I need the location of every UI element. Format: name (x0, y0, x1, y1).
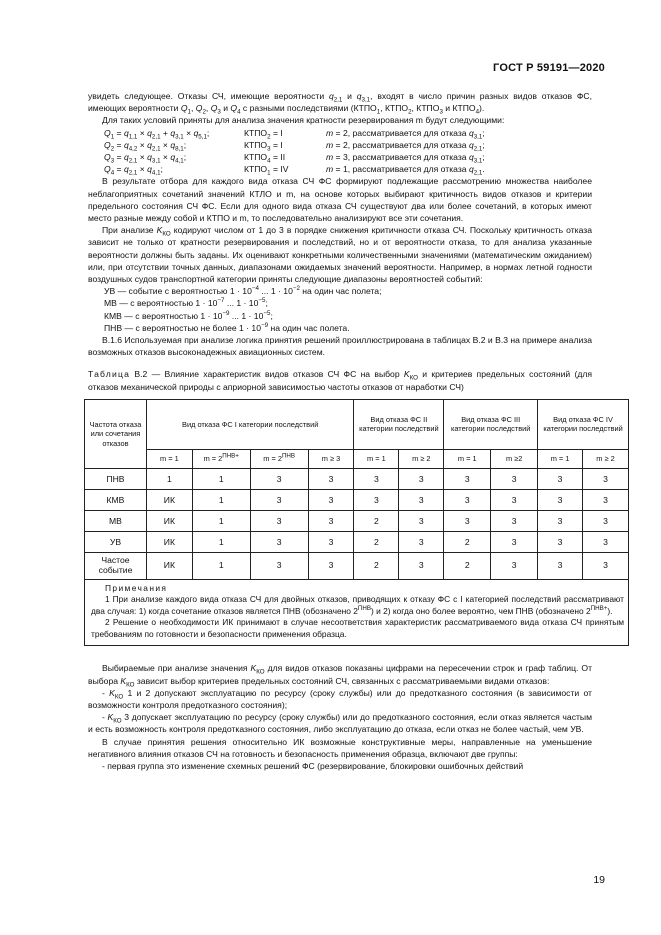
subheader-cell: m ≥ 2 (399, 449, 444, 468)
table-cell: 3 (399, 552, 444, 579)
table-cell: 3 (538, 489, 583, 510)
table-cell: 1 (192, 468, 250, 489)
probability-ranges (88, 285, 592, 334)
table-cell: 3 (250, 510, 308, 531)
table-cell: 3 (491, 552, 538, 579)
table-cell: 3 (538, 510, 583, 531)
notes-title: Примечания (105, 582, 168, 593)
selection-paragraph: В результате отбора для каждого вида отказа СЧ ФС формируют подлежащие рассмотрению множества наиболее неблагоприятных сочетаний значений КТЛО и m, на основе которых выбирают критичность видов отказов и критерии предельного состояния СЧ ФС. Если для одного вида отказа СЧ существуют два или более сочетаний, в которых имеют место разные между собой и КТПО и m, то последовательно анализируют все эти сочетания. (88, 176, 592, 224)
table-cell: 3 (491, 489, 538, 510)
table-cell: 3 (399, 531, 444, 552)
condition-row: $Q_1 = q_{1,1} \times q_{2,1} + q_{3,1} \times q_{5,1}$; $КТПО_2 = I$ m = 2, рассматривается для отказа $q_{3,1}$; (104, 127, 485, 141)
table-cell: 3 (444, 489, 491, 510)
table-cell: ИК (146, 552, 192, 579)
table-cell: 3 (583, 468, 629, 489)
conditions-intro: Для таких условий приняты для анализа значения кратности резервирования m будут следующими: (102, 115, 505, 126)
table-cell: ИК (146, 531, 192, 552)
table-cell: 3 (583, 531, 629, 552)
table-cell: 3 (491, 468, 538, 489)
table-cell: 3 (538, 531, 583, 552)
table-cell: 2 (444, 552, 491, 579)
table-cell: ИК (146, 510, 192, 531)
table-cell: 1 (192, 552, 250, 579)
table-cell: 3 (583, 552, 629, 579)
subheader-cell: m = 1 (538, 449, 583, 468)
table-cell: 3 (250, 489, 308, 510)
table-cell: 3 (354, 468, 399, 489)
table-cell: 3 (308, 510, 354, 531)
page-content (88, 90, 624, 772)
row-label: МВ (85, 510, 147, 531)
row-label: КМВ (85, 489, 147, 510)
measures-paragraph: В случае принятия решения относительно ИК возможные конструктивные меры, направленные на уменьшение негативного влияния отказов СЧ на готовность и безопасность применения образца, включают две группы: (88, 736, 592, 759)
table-cell: 3 (399, 510, 444, 531)
table-notes-row (85, 579, 629, 646)
kko-paragraph: При анализе $K_{КО}$ кодируют числом от 1 до 3 в порядке снижения критичности отказа СЧ. Поскольку критичность отказа зависит не только от кратности резервирования и последствий, но и от вероятности отказа, то для анализа указанные вероятности должны быть заданы. Их оценивают конкретными количественными значениями (математическим ожиданием) или, при отсутствии точных данных, диапазонами ожидаемых значений вероятности. Например, в нормах летной годности воздушных судов транспортной категории приняты следующие диапазоны вероятностей событий: (88, 225, 593, 285)
bullet-kko-3: - $K_{КО}$ 3 допускает эксплуатацию по ресурсу (сроку службы) или до предотказного состояния, если отказ является частым и есть возможность контроля предотказного состояния, либо эксплуатацию до отказа, если отказ не более частый, чем УВ. (88, 712, 593, 735)
table-notes (85, 579, 629, 646)
table-cell: 2 (354, 552, 399, 579)
table-cell: 1 (146, 468, 192, 489)
row-label: Частое событие (85, 552, 147, 579)
table-cell: 3 (308, 489, 354, 510)
intro-paragraph: увидеть следующее. Отказы СЧ, имеющие вероятности $q_{2,1}$ и $q_{3,1}$, входят в число причин разных видов отказов ФС, имеющих вероятности $Q_1$, $Q_2$, $Q_3$ и $Q_4$ с разными последствиями ($КТПО_1$, $КТПО_2$, $КТПО_3$ и $КТПО_4$). (88, 91, 593, 116)
table-cell: 3 (583, 510, 629, 531)
row-label: ПНВ (85, 468, 147, 489)
bullet-first-group: - первая группа это изменение схемных решений ФС (резервирование, блокировки ошибочных действий (102, 761, 524, 771)
table-cell: 3 (308, 552, 354, 579)
note-2: 2 Решение о необходимости ИК принимают в случае несоответствия характеристик рассматриваемого вида отказа СЧ принятым требованиям по готовности и безопасности применения образца. (91, 617, 624, 639)
subheader-cell: m ≥ 2 (583, 449, 629, 468)
table-cell: 3 (250, 531, 308, 552)
table-cell: 3 (308, 468, 354, 489)
table-cell: 3 (308, 531, 354, 552)
table-cell: 3 (538, 552, 583, 579)
table-cell: 3 (444, 510, 491, 531)
probability-item: КМВ — с вероятностью $1 \cdot 10^{-9}$ ... $1 \cdot 10^{-5}$; (104, 309, 273, 321)
probability-item: УВ — событие с вероятностью $1 \cdot 10^{-4}$ ... $1 \cdot 10^{-2}$ на один час полета; (104, 285, 382, 297)
table-subheader-row (85, 449, 629, 468)
table-cell: 1 (192, 531, 250, 552)
condition-row: $Q_4 = q_{2,1} \times q_{4,1}$; $КТПО_1$ = IV m = 1, рассматривается для отказа $q_{2,1}$. (104, 164, 485, 177)
subheader-cell: m ≥ 3 (308, 449, 354, 468)
table-cell: 1 (192, 489, 250, 510)
subheader-cell: m = 1 (444, 449, 491, 468)
category-iv-header: Вид отказа ФС IV категории последствий (538, 399, 629, 449)
table-cell: 3 (491, 510, 538, 531)
page-number: 19 (593, 874, 605, 886)
category-iii-header: Вид отказа ФС III категории последствий (444, 399, 538, 449)
table-cell: 3 (399, 489, 444, 510)
decision-table (84, 399, 629, 647)
table-header-row (85, 399, 629, 449)
condition-row: $Q_3 = q_{2,1} \times q_{3,1} \times q_{4,1}$; $КТПО_4$ = II m = 3, рассматривается для отказа $q_{3,1}$; (104, 152, 485, 165)
table-row (85, 510, 629, 531)
table-row (85, 552, 629, 579)
row-label: УВ (85, 531, 147, 552)
table-caption: Таблица В.2 — Влияние характеристик видов отказов СЧ ФС на выбор $K_{КО}$ и критериев предельных состояний (для отказов механической природы с априорной зависимостью частоты отказов от наработки СЧ) (88, 369, 592, 392)
category-i-header: Вид отказа ФС I категории последствий (146, 399, 354, 449)
document-code-header: ГОСТ Р 59191—2020 (493, 62, 605, 74)
subheader-cell: $m = 2^{ПНВ}$ (250, 449, 308, 468)
table-row (85, 531, 629, 552)
subheader-cell: m ≥2 (491, 449, 538, 468)
conditions-list (88, 127, 592, 176)
table-cell: ИК (146, 489, 192, 510)
table-cell: 3 (399, 468, 444, 489)
subheader-cell: $m = 2^{ПНВ+}$ (192, 449, 250, 468)
subheader-cell: m = 1 (146, 449, 192, 468)
category-ii-header: Вид отказа ФС II категории последствий (354, 399, 444, 449)
table-cell: 1 (192, 510, 250, 531)
frequency-column-header: Частота отказа или сочетания отказов (85, 399, 147, 468)
table-row (85, 468, 629, 489)
table-cell: 3 (250, 468, 308, 489)
bullet-kko-1-2: - $K_{КО}$ 1 и 2 допускают эксплуатацию по ресурсу (сроку службы) или до предотказного состояния (в зависимости от возможности контроля предотказного состояния); (88, 687, 592, 710)
table-cell: 3 (583, 489, 629, 510)
table-cell: 3 (444, 468, 491, 489)
after-table-paragraph: Выбираемые при анализе значения $K_{КО}$ для видов отказов показаны цифрами на пересечении строк и граф таблиц. От выбора $K_{КО}$ зависит выбор критериев предельных состояний СЧ, связанных с рассматриваемыми видами отказов: (88, 663, 593, 689)
subheader-cell: m = 1 (354, 449, 399, 468)
table-cell: 3 (491, 531, 538, 552)
table-cell: 2 (444, 531, 491, 552)
table-row (85, 489, 629, 510)
section-b16-paragraph: В.1.6 Используемая при анализе логика принятия решений проиллюстрирована в таблицах В.2 и В.3 на примере анализа возможных отказов высоконадежных авиационных систем. (88, 335, 592, 358)
table-cell: 3 (250, 552, 308, 579)
note-1: 1 При анализе каждого вида отказа СЧ для двойных отказов, приводящих к отказу ФС с I категорией последствий рассматривают два случая: 1) когда сочетание отказов является ПНВ (обозначено $2^{ПНВ}$) и 2) когда оно более вероятно, чем ПНВ (обозначено $2^{ПНВ+}$). (91, 594, 624, 616)
table-cell: 3 (354, 489, 399, 510)
table-cell: 2 (354, 531, 399, 552)
condition-row: $Q_2 = q_{4,2} \times q_{2,1} \times q_{8,1}$; $КТПО_3 = I$ m = 2, рассматривается для отказа $q_{2,1}$; (104, 139, 485, 153)
probability-item: ПНВ — с вероятностью не более $1 \cdot 10^{-9}$ на один час полета. (104, 322, 350, 333)
table-cell: 2 (354, 510, 399, 531)
probability-item: МВ — с вероятностью $1 \cdot 10^{-7}$ ... $1 \cdot 10^{-5}$; (104, 297, 268, 309)
table-cell: 3 (538, 468, 583, 489)
